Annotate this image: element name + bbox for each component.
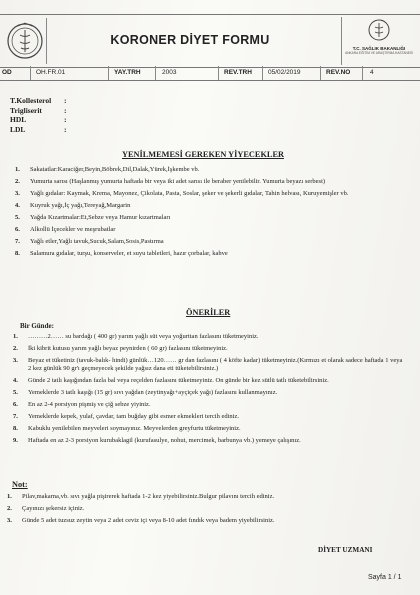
pub-date-label: YAY.TRH <box>114 69 141 76</box>
lab-values <box>10 96 67 134</box>
list-item: 4. Günde 2 tatlı kaşığından fazla bal veya reçelden fazlasını tüketmeyiniz. On günde bir kez sütlü tatlı tüketebilirsiniz. <box>13 377 329 384</box>
code-value: OH.FR.01 <box>36 69 66 76</box>
list-item: 5. Yemeklerde 3 tatlı kaşığı (15 gr) sıvı yağdan (zeytinyağı+ayçiçek yağı) fazlasını kullanmayınız. <box>13 389 278 396</box>
list-item: 1. ………2…… su bardağı ( 400 gr) yarım yağlı süt veya yoğurttan fazlasını tüketmeyiniz. <box>13 333 259 340</box>
list-item: 3. Günde 5 adet tuzsuz zeytin veya 2 adet ceviz içi veya 8-10 adet fındık veya badem yiyebilirsiniz. <box>7 517 275 524</box>
list-item: 7. Yağlı etler,Yağlı tavuk,Sucuk,Salam,Sosis,Pastırma <box>15 238 164 245</box>
document-meta-row <box>0 66 420 81</box>
list-item: 1. Pilav,makarna,vb. sıvı yağla pişirerek haftada 1-2 kez yiyebilirsiniz.Bulgur pilavını tercih ediniz. <box>7 493 275 500</box>
ministry-logo-right <box>341 17 416 65</box>
hospital-name: ANKARA EĞİTİM VE ARAŞTIRMA HASTANESİ <box>345 51 413 55</box>
lab-cholesterol: T.Kollesterol : <box>10 96 67 105</box>
notes-heading: Not: <box>12 480 28 489</box>
avoid-list <box>12 166 404 258</box>
list-item: 2. İki kibrit kutusu yarım yağlı beyaz peynirden ( 60 gr) fazlasını tüketmeyiniz. <box>13 345 228 352</box>
list-item: 8. Kabuklu yenilebilen meyveleri soymayınız. Meyvelerden greyfurtu tüketmeyiniz. <box>13 425 241 432</box>
advice-subheading: Bir Günde: <box>20 322 54 330</box>
advice-heading: ÖNERİLER <box>186 308 231 317</box>
lab-hdl: HDL : <box>10 115 67 124</box>
rev-date-value: 05/02/2019 <box>268 69 301 76</box>
list-item: 9. Haftada en az 2-3 porsiyon kurubaklagil (kurufasulye, nohut, mercimek, barbunya vb.) yemeye çalışınız. <box>13 437 301 444</box>
code-label: OD <box>2 69 12 76</box>
signature-title: DİYET UZMANI <box>318 546 373 554</box>
list-item: 2. Çayınızı şekersiz içiniz. <box>7 505 85 512</box>
list-item: 3. Beyaz et tüketiniz (tavuk-balık- hindi) günlük…120…… gr dan fazlasını ( 4 köfte kadar) tüketmeyiniz.(Kırmızı et olarak sadece haftada 1 veya 2 kez günlük 90 gr'ı geçmeyecek şekilde yağsız dana eti tüketebilirsiniz.) <box>13 357 403 372</box>
rev-no-value: 4 <box>370 69 374 76</box>
form-header <box>0 14 420 68</box>
list-item: 5. Yağda Kızartmalar:Et,Sebze veya Hamur kızartmaları <box>15 214 171 221</box>
pub-date-value: 2003 <box>162 69 177 76</box>
page-number: Sayfa 1 / 1 <box>368 574 402 581</box>
list-item: 3. Yağlı gıdalar: Kaymak, Krema, Mayonez, Çikolata, Pasta, Soslar, şeker ve şekerli gıdalar, Tahin helvası, Kuruyemişler vb. <box>15 190 349 197</box>
list-item: 6. Alkollü İçecekler ve meşrubatlar <box>15 226 116 233</box>
form-title: KORONER DİYET FORMU <box>110 33 270 47</box>
list-item: 7. Yemeklerde kepek, yulaf, çavdar, tam buğday gibi esmer ekmekleri tercih ediniz. <box>13 413 239 420</box>
rev-no-label: REV.NO <box>326 69 351 76</box>
ministry-name: T.C. SAĞLIK BAKANLIĞI <box>352 46 406 51</box>
list-item: 8. Salamura gıdalar, turşu, konserveler, et suyu tabletleri, hazır çorbalar, kahve <box>15 250 228 257</box>
advice-list <box>10 333 406 445</box>
notes-list <box>4 493 406 525</box>
rev-date-label: REV.TRH <box>224 69 252 76</box>
ministry-logo-left <box>4 18 47 64</box>
avoid-heading: YENİLMEMESİ GEREKEN YİYECEKLER <box>122 150 284 159</box>
list-item: 4. Kuyruk yağı,İç yağı,Tereyağ,Margarin <box>15 202 131 209</box>
list-item: 2. Yumurta sarısı (Haşlanmış yumurta haftada bir veya iki adet sarısı ile beraber yenilebilir. Yumurta beyazı serbest) <box>15 178 326 185</box>
lab-triglyceride: Trigliserit : <box>10 105 67 115</box>
list-item: 1. Sakatatlar:Karaciğer,Beyin,Böbrek,Dil,Dalak,Yürek,İşkembe vb. <box>15 166 200 173</box>
lab-ldl: LDL : <box>10 124 67 134</box>
ministry-emblem-icon <box>368 19 390 41</box>
list-item: 6. En az 2-4 porsiyon pişmiş ve çiğ sebze yiyiniz. <box>13 401 151 408</box>
